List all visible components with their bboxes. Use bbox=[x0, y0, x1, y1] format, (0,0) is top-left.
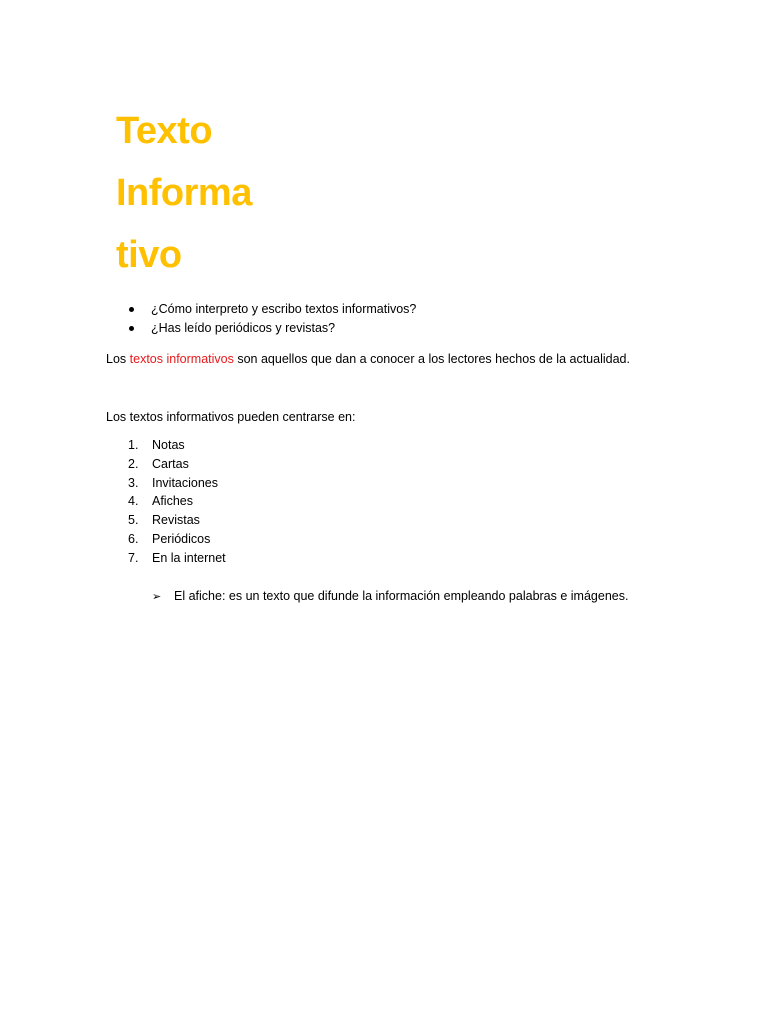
bullet-dot-icon bbox=[129, 307, 134, 312]
list-item bbox=[128, 474, 226, 493]
list-number: 2. bbox=[128, 456, 139, 471]
list-item bbox=[126, 319, 416, 338]
definition-highlight: textos informativos bbox=[129, 352, 234, 366]
list-item bbox=[128, 530, 226, 549]
list-number: 4. bbox=[128, 494, 139, 509]
definition-suffix: son aquellos que dan a conocer a los lectores hechos de la actualidad. bbox=[233, 352, 630, 366]
page-title bbox=[116, 100, 252, 286]
list-number: 1. bbox=[128, 438, 139, 452]
afiche-definition bbox=[152, 587, 628, 607]
definition-paragraph bbox=[106, 350, 630, 369]
bullet-text: ¿Cómo interpreto y escribo textos informativos? bbox=[151, 302, 417, 316]
list-item bbox=[128, 492, 226, 511]
list-text: En la internet bbox=[152, 550, 226, 565]
bullet-text: ¿Has leído periódicos y revistas? bbox=[151, 321, 336, 335]
title-line: Informa bbox=[116, 172, 252, 214]
list-number: 7. bbox=[128, 550, 139, 565]
arrowhead-right-icon: ➢ bbox=[152, 591, 162, 603]
list-number: 3. bbox=[128, 475, 139, 490]
title-line: Texto bbox=[116, 110, 213, 152]
list-number: 6. bbox=[128, 531, 139, 546]
list-text: Afiches bbox=[152, 494, 193, 509]
list-text: Periódicos bbox=[152, 531, 211, 546]
question-bullet-list bbox=[126, 300, 416, 338]
intro-paragraph: Los textos informativos pueden centrarse en: bbox=[106, 410, 356, 424]
list-item bbox=[128, 549, 226, 568]
list-item bbox=[128, 511, 226, 530]
list-text: Revistas bbox=[152, 513, 200, 528]
list-item bbox=[128, 436, 226, 455]
bullet-dot-icon bbox=[129, 326, 134, 331]
list-text: Invitaciones bbox=[152, 475, 219, 490]
list-item bbox=[128, 455, 226, 474]
numbered-list bbox=[128, 436, 226, 568]
list-text: Cartas bbox=[152, 456, 189, 471]
definition-prefix: Los bbox=[106, 352, 130, 366]
list-number: 5. bbox=[128, 513, 139, 528]
afiche-text: El afiche: es un texto que difunde la información empleando palabras e imágenes. bbox=[174, 589, 629, 603]
list-item bbox=[126, 300, 416, 319]
list-text: Notas bbox=[152, 438, 185, 452]
title-line: tivo bbox=[116, 234, 182, 276]
